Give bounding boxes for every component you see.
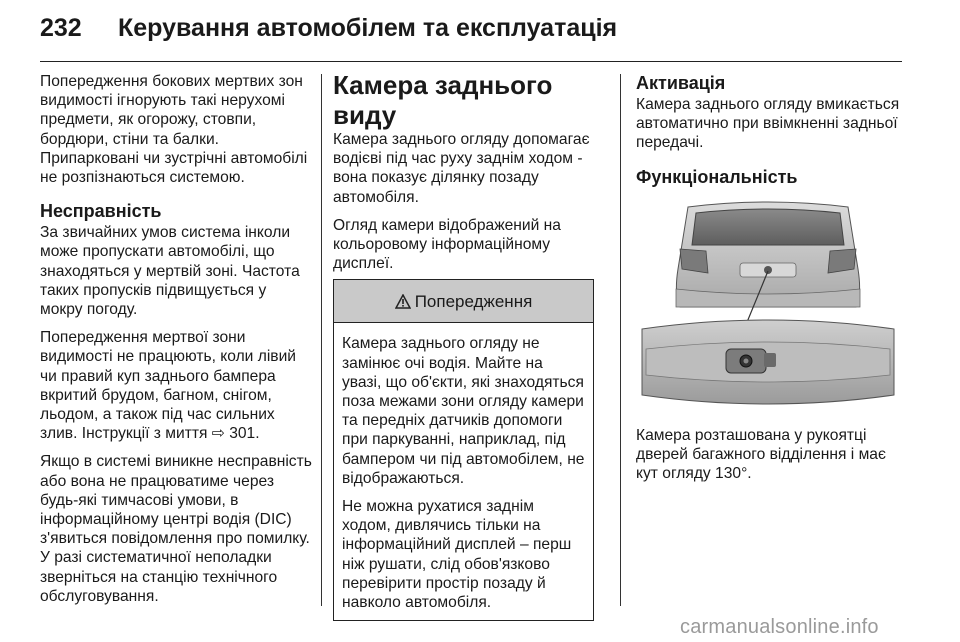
- header-divider: [40, 61, 902, 62]
- section-heading-malfunction: Несправність: [40, 201, 162, 222]
- malfunction-paragraph-3: Якщо в системі виникне несправність або вона не працюватиме через будь-які тимчасові умови, в інформаційному центрі водія (DIC) з'явиться повідомлення про помилку. У разі систематичної неполадки зверніться на станцію технічного обслуговування.: [40, 453, 312, 605]
- section-heading-activation: Активація: [636, 73, 726, 93]
- section-heading-functionality: Функціональність: [636, 166, 798, 187]
- warning-triangle-icon: [395, 294, 411, 309]
- page-number: 232: [40, 14, 82, 42]
- page-title: Керування автомобілем та експлуатація: [118, 14, 618, 42]
- warning-body: [334, 323, 593, 620]
- activation-paragraph: Камера заднього огляду вмикається автоматично при ввімкненні задньої передачі.: [636, 96, 900, 152]
- camera-caption: Камера розташована у рукоятці дверей багажного відділення і має кут огляду 130°.: [636, 426, 886, 483]
- warning-title: Попередження: [414, 291, 533, 311]
- blind-spot-paragraph: Попередження бокових мертвих зон видимості ігнорують такі нерухомі предмети, як огорожу, стовпи, бордюри, стіни та балки. Припарковані чи зустрічні автомобілі не розпізнаються системою.: [40, 73, 308, 187]
- warning-header: [334, 280, 593, 323]
- rear-camera-paragraph-1: Камера заднього огляду допомагає водієві під час руху заднім ходом - вона показує ділянку позаду автомобіля.: [333, 131, 590, 206]
- malfunction-paragraph-1: За звичайних умов система інколи може пропускати автомобілі, що знаходяться у мертвій зоні. Частота таких пропусків підвищується у мокру погоду.: [40, 224, 300, 319]
- page-reference[interactable]: [212, 425, 260, 442]
- malfunction-paragraph-2: [40, 328, 312, 443]
- malfunction-text: Попередження мертвої зони видимості не працюють, коли лівий чи правий куп заднього бампера вкритий брудом, багном, снігом, льодом, а також під час сильних злив. Інструкції з миття: [40, 329, 296, 443]
- column-middle: [333, 72, 605, 621]
- page-ref-arrow-icon: ⇨: [211, 425, 225, 443]
- warning-paragraph-2: Не можна рухатися заднім ходом, дивлячись тільки на інформаційний дисплей – перш ніж рушати, слід обов'язково перевірити простір позаду й навколо автомобіля.: [342, 498, 572, 612]
- page-header: [0, 0, 960, 62]
- rear-camera-paragraph-2: Огляд камери відображений на кольоровому інформаційному дисплеї.: [333, 216, 561, 273]
- watermark: carmanualsonline.info: [680, 616, 879, 638]
- column-divider-1: [321, 74, 322, 606]
- page-ref-number: 301.: [229, 425, 260, 443]
- column-divider-2: [620, 74, 621, 606]
- warning-paragraph-1: Камера заднього огляду не замінює очі водія. Майте на увазі, що об'єкти, які знаходяться поза межами зони огляду камери та передніх датчиків допомоги при паркуванні, наприклад, під бампером чи під автомобілем, не відображаються.: [342, 335, 585, 487]
- warning-box: [333, 279, 594, 621]
- section-heading-rear-camera: Камера заднього виду: [333, 70, 553, 130]
- column-right: [636, 72, 900, 492]
- column-left: [40, 72, 312, 615]
- rear-camera-illustration: [636, 199, 900, 411]
